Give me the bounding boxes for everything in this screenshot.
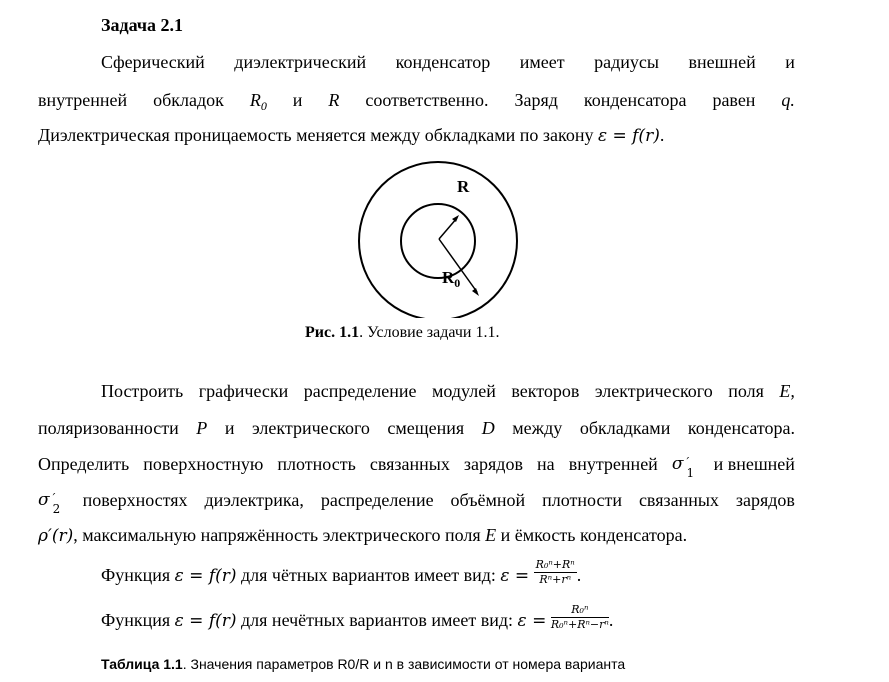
word: поля <box>728 381 764 401</box>
word: внутренней <box>38 90 128 110</box>
eps-lhs: ε = <box>500 566 530 586</box>
symbol-E: E, <box>779 381 795 401</box>
symbol-R0: $R_0$ <box>249 90 267 113</box>
word: плотности <box>542 490 622 510</box>
word: диэлектрика, <box>204 490 304 510</box>
arrowhead-outer <box>472 288 479 296</box>
word: электрического <box>252 418 370 438</box>
word: электрического <box>594 381 713 401</box>
p1-line3: Диэлектрическая проницаемость меняется между обкладками по закону ε = f(r). <box>38 125 665 146</box>
word: и <box>292 90 303 110</box>
word: конденсатора <box>583 90 687 110</box>
word: связанных <box>638 490 719 510</box>
word: и <box>224 418 235 438</box>
word: поверхностную <box>143 454 264 474</box>
fraction-denominator: R₀ⁿ+Rⁿ−rⁿ <box>550 618 609 632</box>
even-fraction <box>534 559 577 586</box>
symbol-sigma2: σ ′ 2 <box>38 490 61 516</box>
func-odd-line: Функция ε = f(r) для нечётных вариантов имеет вид: ε = $\frac{\text{R₀ⁿ}}{\text{R₀ⁿ+Rⁿ−rⁿ}}$ . <box>101 603 614 632</box>
word: смещения <box>387 418 465 438</box>
symbol-D: D <box>481 418 495 438</box>
symbol-sigma1: σ ′ 1 <box>671 454 695 480</box>
word: диэлектрический <box>234 52 367 72</box>
eps-formula: ε = f(r) <box>174 611 237 631</box>
p2-line2 <box>38 416 795 440</box>
word: поляризованности <box>38 418 179 438</box>
word: векторов <box>511 381 580 401</box>
fraction-numerator: R₀ⁿ+Rⁿ <box>535 558 575 572</box>
word: распределение <box>320 490 434 510</box>
p2-line1 <box>101 379 795 403</box>
problem-title: Задача 2.1 <box>101 15 184 35</box>
word: связанных <box>369 454 450 474</box>
p2-line4 <box>38 488 795 516</box>
outer-plate <box>359 162 517 318</box>
word: внутренней <box>568 454 658 474</box>
word: и <box>785 52 795 72</box>
symbol-rho: ρ′(r) <box>38 526 74 546</box>
fraction-numerator: R₀ⁿ <box>551 604 609 618</box>
eps-formula: ε = f(r) <box>597 126 660 146</box>
symbol-E: E <box>485 525 497 545</box>
word: распределение <box>303 381 417 401</box>
arrowhead-inner <box>452 215 459 222</box>
eps-lhs: ε = <box>517 611 547 631</box>
word: Сферический <box>101 52 205 72</box>
word: внешней <box>688 52 756 72</box>
word: соответственно. <box>365 90 489 110</box>
word: на <box>537 454 555 474</box>
word: плотность <box>277 454 356 474</box>
word: поверхностях <box>82 490 188 510</box>
word: объёмной <box>450 490 526 510</box>
func-even-line: Функция ε = f(r) для чётных вариантов имеет вид: ε = $\frac{\text{R₀ⁿ+Rⁿ}}{\text{Rⁿ+rⁿ}}$ . <box>101 558 582 587</box>
word: радиусы <box>594 52 660 72</box>
word: обкладок <box>153 90 224 110</box>
symbol-P: P <box>196 418 208 438</box>
eps-formula: ε = f(r) <box>174 566 237 586</box>
label-R0: $R_0$ <box>442 268 461 290</box>
capacitor-diagram <box>353 160 523 318</box>
radius-arrow-inner <box>439 218 457 239</box>
word: конденсатор <box>395 52 491 72</box>
word: Заряд <box>514 90 558 110</box>
word: имеет <box>519 52 565 72</box>
word: обкладками <box>579 418 671 438</box>
p2-line3 <box>38 452 795 480</box>
figure-caption: Рис. 1.1. Условие задачи 1.1. <box>305 324 500 341</box>
word: конденсатора. <box>687 418 795 438</box>
word: зарядов <box>463 454 523 474</box>
word: зарядов <box>735 490 795 510</box>
word: и внешней <box>713 454 795 474</box>
word: Построить <box>101 381 184 401</box>
symbol-q: q. <box>781 90 795 110</box>
label-R: R <box>457 177 470 196</box>
p2-line5: ρ′(r), максимальную напряжённость электрического поля E и ёмкость конденсатора. <box>38 525 688 546</box>
odd-fraction <box>551 604 609 631</box>
word: модулей <box>432 381 496 401</box>
fraction-denominator: Rⁿ+rⁿ <box>539 573 572 587</box>
inner-plate <box>401 204 475 278</box>
word: Определить <box>38 454 130 474</box>
word: равен <box>712 90 756 110</box>
p1-line1 <box>101 50 795 74</box>
table-caption: Таблица 1.1. Значения параметров R0/R и n в зависимости от номера варианта <box>101 656 626 672</box>
word: графически <box>198 381 289 401</box>
p1-line2 <box>38 88 795 114</box>
symbol-R: R <box>328 90 340 110</box>
word: между <box>512 418 563 438</box>
